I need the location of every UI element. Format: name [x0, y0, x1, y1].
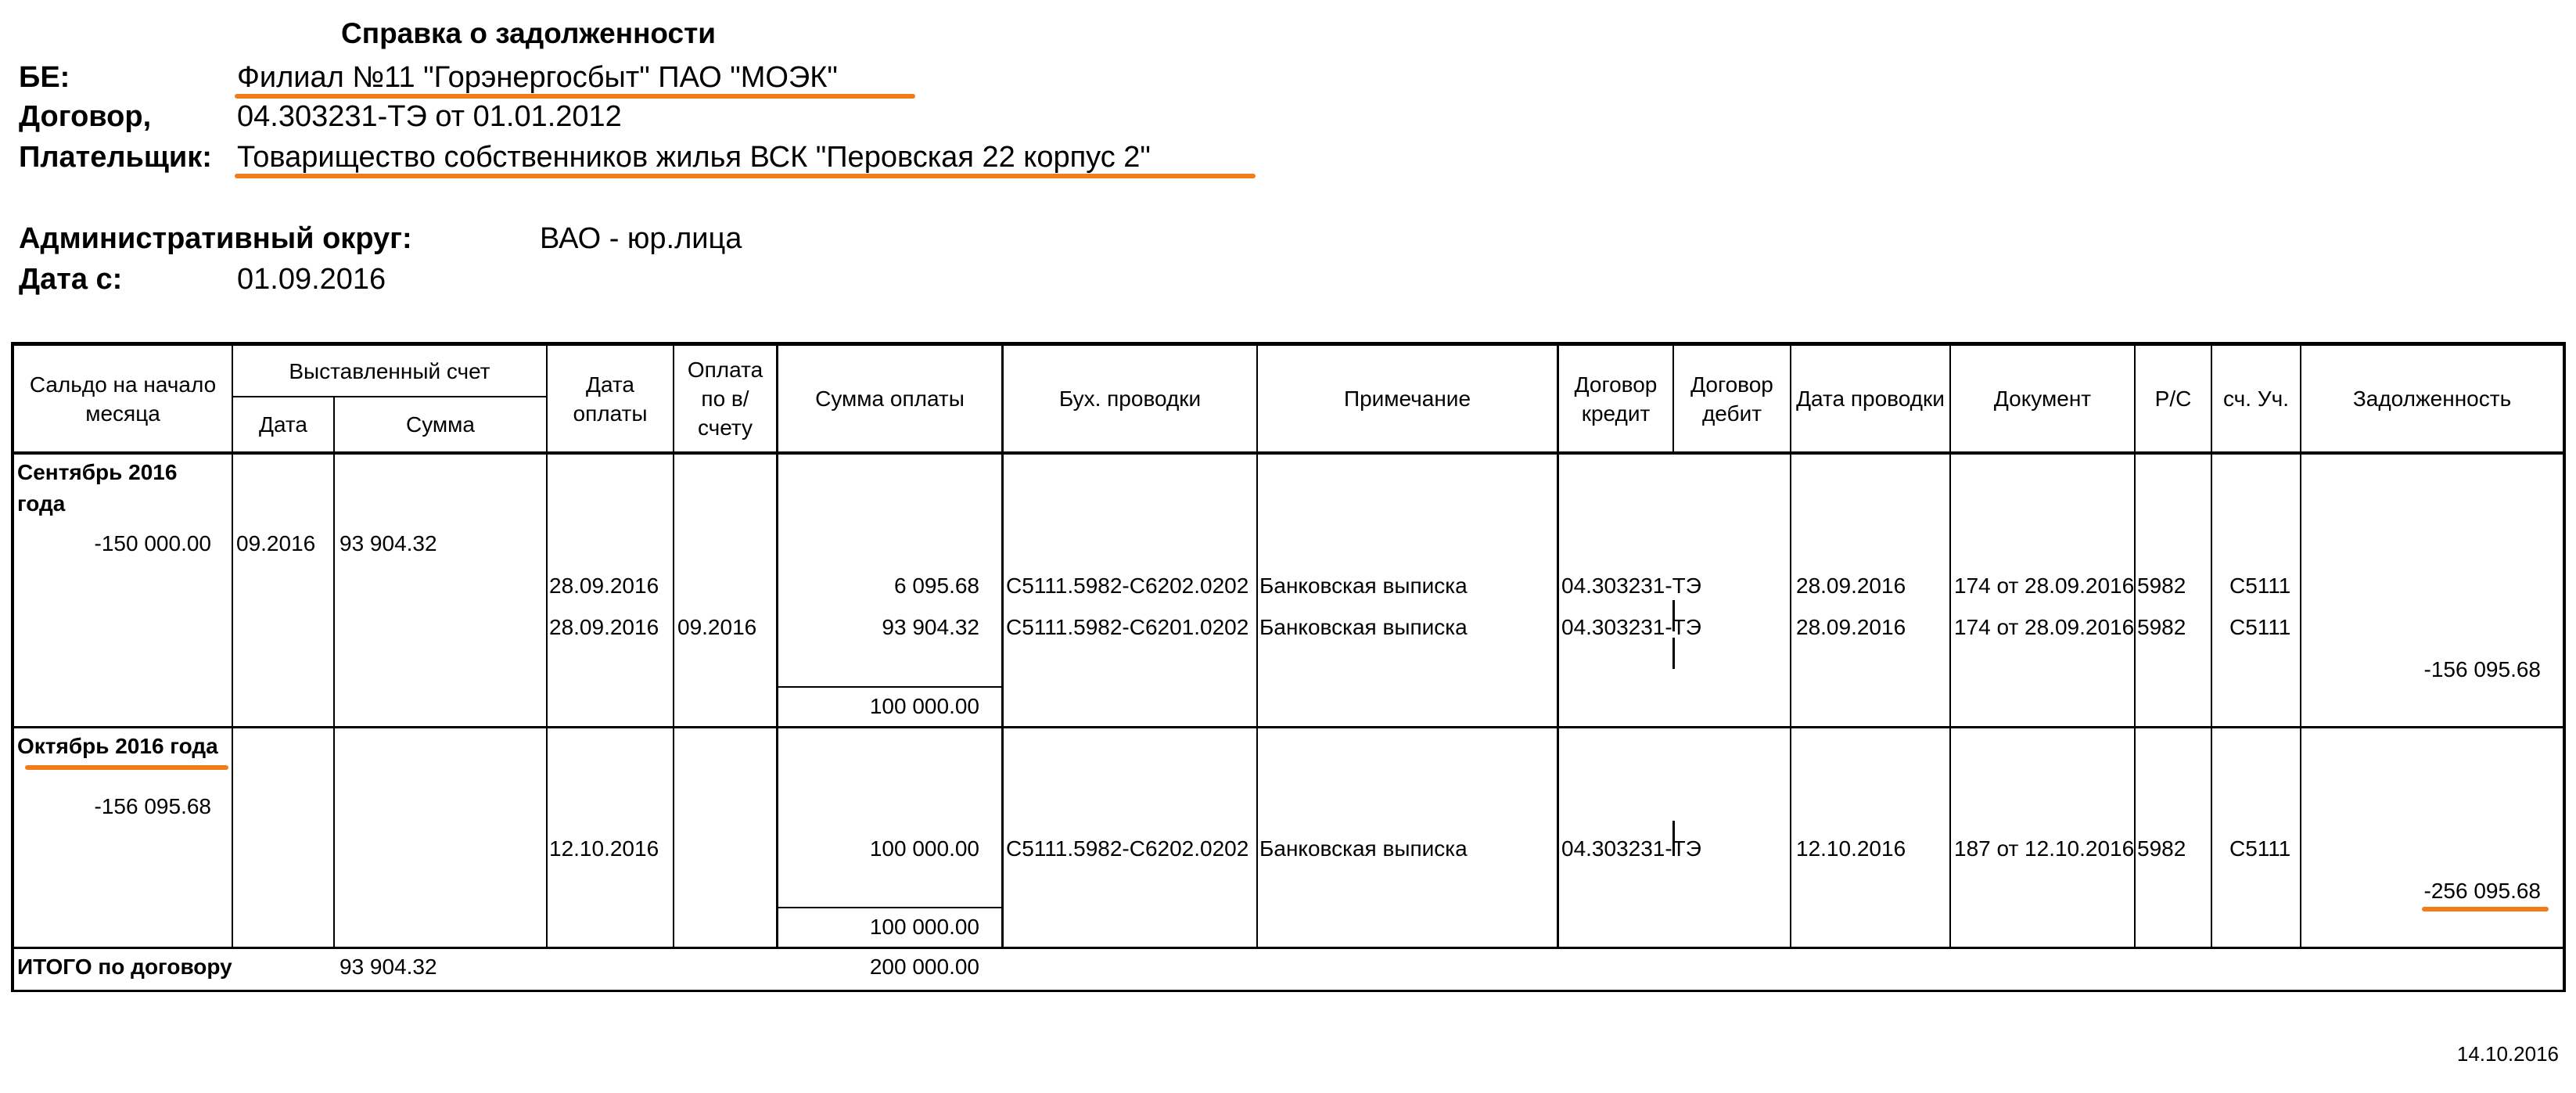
date-from-row: [19, 263, 386, 297]
district-row: [19, 222, 742, 256]
note-text: Банковская выписка: [1259, 573, 1468, 598]
debt-table: [11, 342, 2566, 992]
district-label: Административный округ:: [19, 222, 412, 255]
payer-label: Плательщик:: [19, 141, 212, 174]
section-month-label: Сентябрь 2016 года: [17, 460, 178, 516]
contract-label: Договор,: [19, 100, 152, 133]
contract-row: [19, 100, 622, 134]
document-ref: 174 от 28.09.2016: [1954, 573, 2134, 598]
credit-contract: 04.303231-ТЭ: [1561, 573, 1701, 598]
section-month-label: Октябрь 2016 года: [17, 734, 218, 758]
document-title: Справка о задолженности: [341, 17, 716, 49]
opening-balance: -150 000.00: [94, 531, 211, 555]
be-highlight-underline: [235, 94, 915, 99]
total-label: ИТОГО по договору: [17, 955, 232, 979]
pay-sum: 100 000.00: [869, 836, 979, 861]
account-value: C5111: [2229, 836, 2291, 861]
rs-value: 5982: [2137, 573, 2186, 598]
document-ref: 174 от 28.09.2016: [1954, 615, 2134, 639]
col-credit-contract-header: Договор кредит: [1574, 372, 1658, 426]
accounting-entry: C5111.5982-C6201.0202: [1006, 615, 1249, 639]
col-debt-header: Задолженность: [2352, 387, 2512, 411]
closing-debt: -256 095.68: [2423, 879, 2541, 903]
col-note-header: Примечание: [1343, 387, 1471, 411]
total-pay-sum: 200 000.00: [869, 955, 979, 979]
col-document-header: Документ: [1993, 387, 2092, 411]
col-pay-date-header: Дата оплаты: [573, 372, 648, 426]
be-row: [19, 61, 838, 95]
payer-row: [19, 141, 1151, 174]
posting-date: 28.09.2016: [1796, 573, 1906, 598]
col-entries-header: Бух. проводки: [1058, 387, 1202, 411]
invoice-date: 09.2016: [236, 531, 316, 555]
pay-sum: 6 095.68: [894, 573, 979, 598]
note-text: Банковская выписка: [1259, 836, 1468, 861]
credit-contract: 04.303231-ТЭ: [1561, 836, 1701, 861]
date-from-label: Дата с:: [19, 263, 123, 296]
col-pay-sum-header: Сумма оплаты: [815, 387, 965, 411]
contract-value: 04.303231-ТЭ от 01.01.2012: [237, 100, 622, 133]
col-invoice-sum-header: Сумма: [406, 412, 475, 437]
district-value: ВАО - юр.лица: [540, 222, 742, 255]
pay-date: 12.10.2016: [549, 836, 659, 861]
pay-date: 28.09.2016: [549, 573, 659, 598]
document-ref: 187 от 12.10.2016: [1954, 836, 2134, 861]
col-pay-by-invoice-header: Оплата по в/счету: [687, 358, 763, 440]
be-value: Филиал №11 "Горэнергосбыт" ПАО "МОЭК": [237, 61, 838, 94]
col-invoice-group-header: Выставленный счет: [289, 358, 490, 383]
invoice-sum: 93 904.32: [340, 531, 437, 555]
pay-sum: 93 904.32: [882, 615, 979, 639]
date-from-value: 01.09.2016: [237, 263, 386, 296]
col-debit-contract-header: Договор дебит: [1690, 372, 1773, 426]
note-text: Банковская выписка: [1259, 615, 1468, 639]
month-highlight-underline: [25, 765, 228, 770]
section-subtotal: 100 000.00: [869, 915, 979, 939]
credit-contract: 04.303231-ТЭ: [1561, 615, 1701, 639]
col-saldo-header: Сальдо на начало месяца: [29, 372, 217, 426]
payer-value: Товарищество собственников жилья ВСК "Перовская 22 корпус 2": [237, 141, 1151, 174]
account-value: C5111: [2229, 573, 2291, 598]
rs-value: 5982: [2137, 836, 2186, 861]
account-value: C5111: [2229, 615, 2291, 639]
pay-by-invoice: 09.2016: [677, 615, 757, 639]
col-invoice-date-header: Дата: [258, 412, 307, 437]
pay-date: 28.09.2016: [549, 615, 659, 639]
col-rs-header: Р/С: [2154, 387, 2192, 411]
col-posting-date-header: Дата проводки: [1796, 387, 1945, 411]
accounting-entry: C5111.5982-C6202.0202: [1006, 836, 1249, 861]
total-invoice-sum: 93 904.32: [340, 955, 437, 979]
accounting-entry: C5111.5982-C6202.0202: [1006, 573, 1249, 598]
contract-divider-tick: [1672, 638, 1675, 669]
posting-date: 28.09.2016: [1796, 615, 1906, 639]
closing-debt: -156 095.68: [2423, 657, 2541, 681]
opening-balance: -156 095.68: [94, 794, 211, 818]
be-label: БЕ:: [19, 61, 70, 94]
debt-highlight-underline: [2422, 907, 2549, 911]
report-date: 14.10.2016: [2456, 1042, 2559, 1066]
section-subtotal: 100 000.00: [869, 694, 979, 718]
col-account-header: сч. Уч.: [2223, 387, 2289, 411]
rs-value: 5982: [2137, 615, 2186, 639]
payer-highlight-underline: [235, 174, 1256, 178]
posting-date: 12.10.2016: [1796, 836, 1906, 861]
